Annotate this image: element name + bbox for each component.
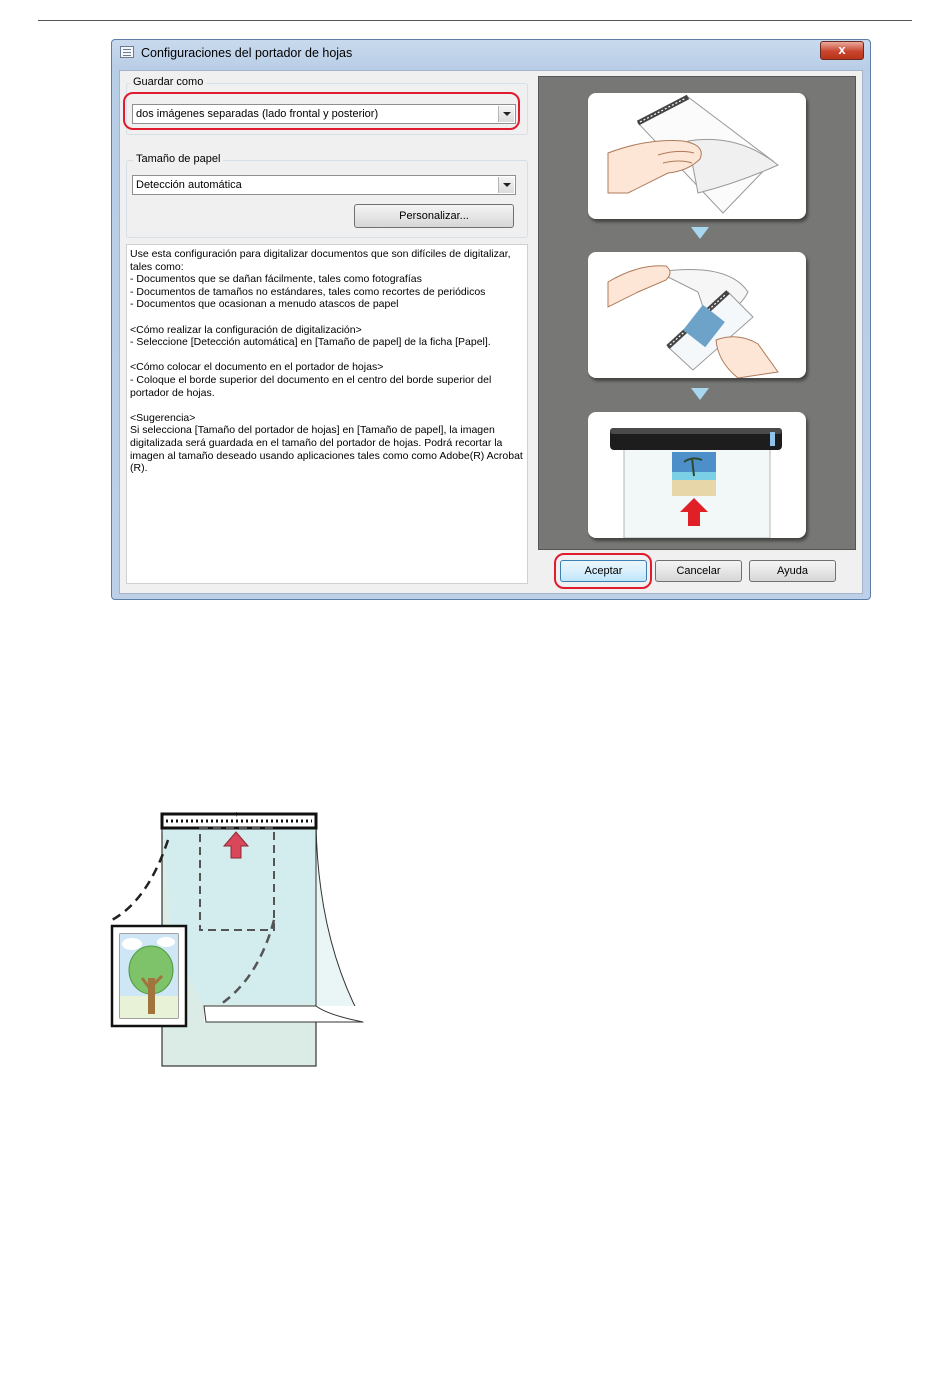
- description-intro: Use esta configuración para digitalizar documentos que son difíciles de digitalizar, tales como: - Documentos que se dañan fácilmente, tales como fotografías - Documentos de tamaños no estándares, tales como recortes de periódicos - Documentos que ocasionan a menudo atascos de papel: [130, 248, 511, 311]
- open-carrier-illustration: [588, 93, 806, 219]
- dialog-client-area: [119, 70, 863, 594]
- description-textbox[interactable]: [126, 244, 528, 584]
- dialog-title: Configuraciones del portador de hojas: [141, 46, 353, 60]
- svg-text:*: *: [234, 811, 239, 822]
- page-top-rule: [38, 20, 912, 21]
- window-menu-icon[interactable]: [120, 46, 134, 58]
- paper-size-select[interactable]: [132, 175, 516, 195]
- highlight-save-as: [123, 92, 520, 130]
- description-scan-settings: <Cómo realizar la configuración de digitalización> - Seleccione [Detección automática] en [Tamaño de papel] de la ficha [Papel].: [130, 323, 491, 349]
- step-3-feed-scanner-illustration: [588, 412, 806, 538]
- cancel-button[interactable]: Cancelar: [655, 560, 742, 582]
- description-tip: <Sugerencia> Si selecciona [Tamaño del portador de hojas] en [Tamaño de papel], la imagen digitalizada será guardada en el tamaño del portador de hojas. Podrá recortar la imagen al tamaño deseado usando aplicaciones tales como como Adobe(R) Acrobat (R).: [130, 411, 523, 475]
- scanner-feed-illustration: [588, 412, 806, 538]
- customize-button[interactable]: Personalizar...: [354, 204, 514, 228]
- save-as-selected-value: dos imágenes separadas (lado frontal y posterior): [136, 108, 379, 120]
- paper-size-selected-value: Detección automática: [136, 179, 242, 191]
- ok-button[interactable]: Aceptar: [560, 560, 647, 582]
- step-2-insert-document-illustration: [588, 252, 806, 378]
- carrier-sheet-diagram: [108, 810, 368, 1072]
- insert-document-illustration: [588, 252, 806, 378]
- title-bar[interactable]: [112, 40, 870, 66]
- step-1-open-carrier-illustration: [588, 93, 806, 219]
- paper-size-label: Tamaño de papel: [133, 153, 223, 165]
- arrow-down-icon: [691, 388, 709, 400]
- sheet-carrier-settings-dialog: [111, 39, 871, 600]
- help-button[interactable]: Ayuda: [749, 560, 836, 582]
- arrow-down-icon: [691, 227, 709, 239]
- paper-size-group: [126, 153, 528, 238]
- chevron-down-icon[interactable]: [498, 177, 514, 193]
- instruction-preview-panel: [538, 76, 856, 550]
- highlight-ok: [554, 553, 652, 589]
- description-placement: <Cómo colocar el documento en el portador de hojas> - Coloque el borde superior del documento en el centro del borde superior del portador de hojas.: [130, 361, 492, 399]
- close-button[interactable]: x: [820, 41, 864, 60]
- save-as-label: Guardar como: [130, 76, 206, 88]
